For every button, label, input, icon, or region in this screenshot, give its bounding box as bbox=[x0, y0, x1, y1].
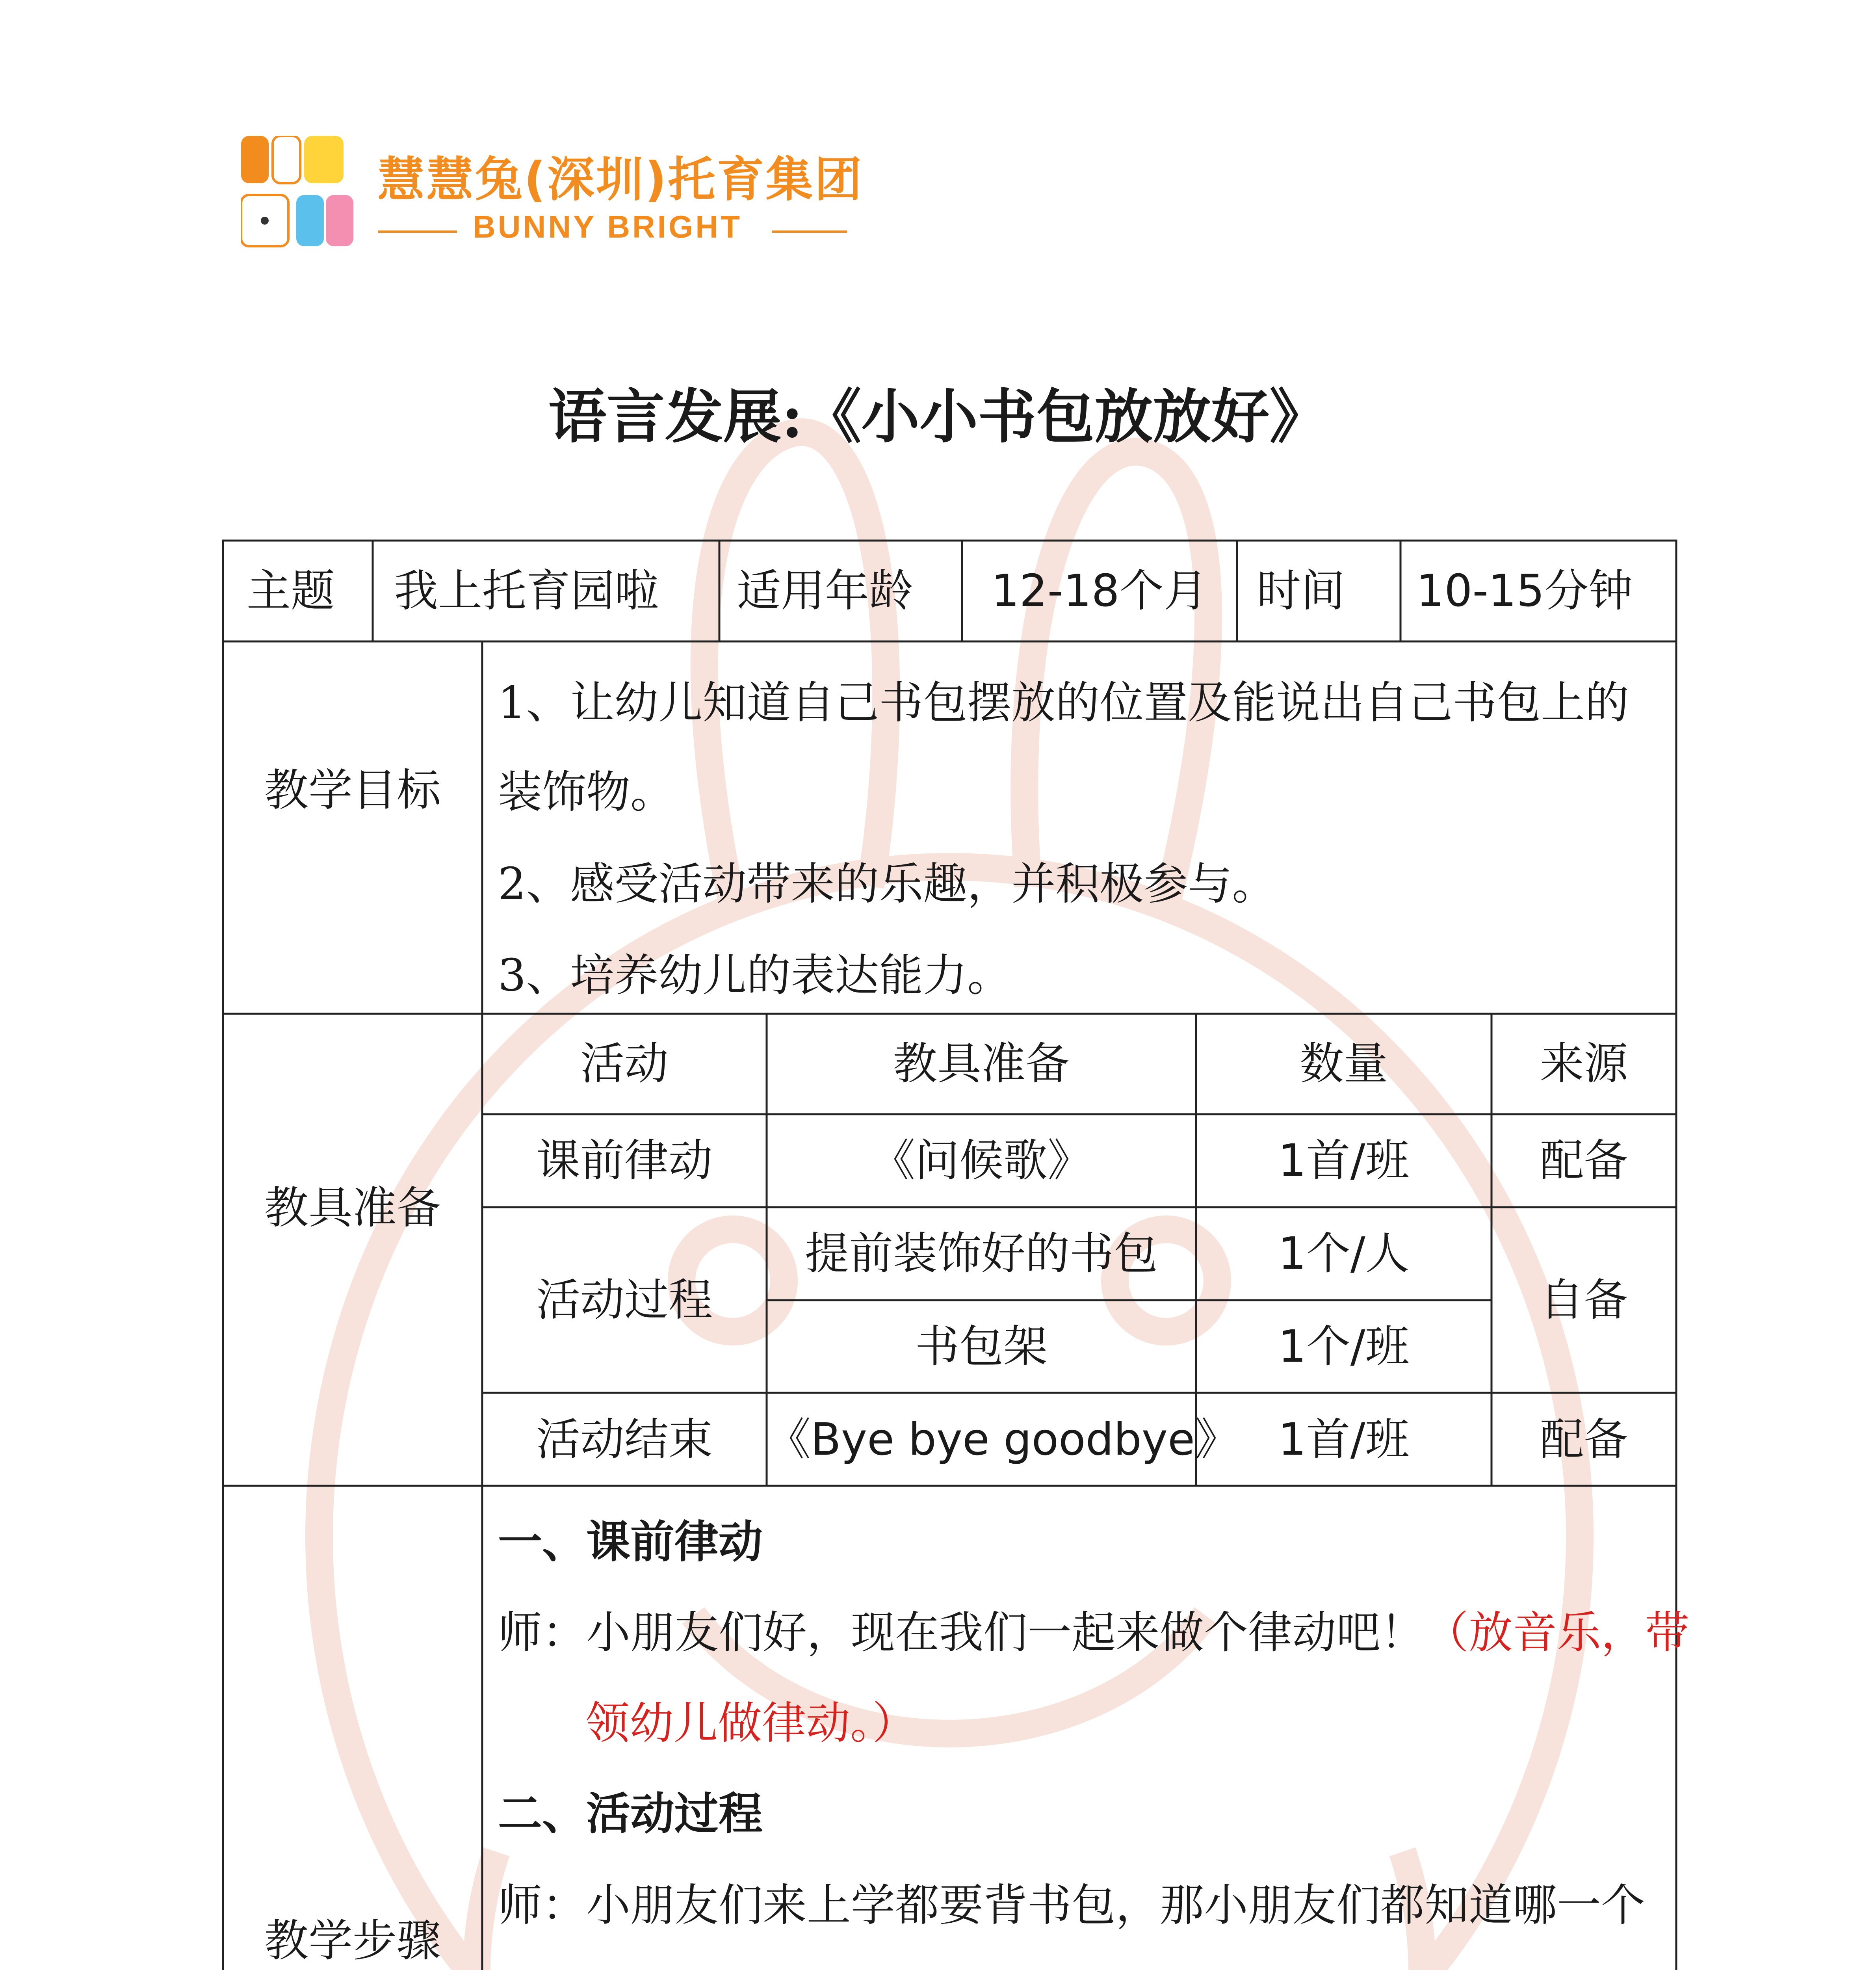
materials-source: 配备 bbox=[1540, 1414, 1628, 1465]
theme-label: 主题 bbox=[247, 565, 335, 617]
section-heading: 一、课前律动 bbox=[498, 1516, 763, 1568]
org-name-cn: 慧慧兔(深圳)托育集团 bbox=[377, 152, 864, 207]
goals-label: 教学目标 bbox=[264, 765, 441, 816]
time-label: 时间 bbox=[1257, 565, 1345, 617]
materials-qty: 1个/班 bbox=[1278, 1321, 1410, 1372]
materials-label: 教具准备 bbox=[264, 1182, 441, 1234]
page-title: 语言发展:《小小书包放放好》 bbox=[548, 382, 1328, 451]
materials-item: 《Bye bye goodbye》 bbox=[767, 1414, 1239, 1465]
materials-activity: 活动结束 bbox=[536, 1414, 713, 1465]
org-name-en: BUNNY BRIGHT bbox=[473, 209, 742, 244]
materials-header-activity: 活动 bbox=[580, 1038, 669, 1089]
goal-line: 1、让幼儿知道自己书包摆放的位置及能说出自己书包上的 bbox=[498, 677, 1629, 729]
time-value: 10-15分钟 bbox=[1416, 565, 1633, 617]
materials-item: 提前装饰好的书包 bbox=[805, 1228, 1158, 1279]
goal-line: 3、培养幼儿的表达能力。 bbox=[498, 950, 1012, 1001]
materials-activity: 活动过程 bbox=[536, 1275, 713, 1326]
age-value: 12-18个月 bbox=[991, 565, 1208, 617]
materials-activity: 课前律动 bbox=[536, 1135, 713, 1186]
step-line: 师：小朋友们来上学都要背书包，那小朋友们都知道哪一个 bbox=[498, 1880, 1645, 1931]
theme-value: 我上托育园啦 bbox=[394, 565, 659, 617]
materials-header-source: 来源 bbox=[1540, 1038, 1628, 1089]
materials-header-qty: 数量 bbox=[1300, 1038, 1388, 1089]
materials-qty: 1首/班 bbox=[1278, 1135, 1410, 1186]
materials-item: 《问候歌》 bbox=[871, 1135, 1092, 1186]
section-heading: 二、活动过程 bbox=[498, 1788, 763, 1840]
materials-header-item: 教具准备 bbox=[893, 1038, 1070, 1089]
step-line: 师：小朋友们好，现在我们一起来做个律动吧！（放音乐，带 bbox=[498, 1607, 1689, 1658]
materials-item: 书包架 bbox=[915, 1321, 1048, 1372]
goal-line: 2、感受活动带来的乐趣，并积极参与。 bbox=[498, 859, 1276, 910]
steps-label: 教学步骤 bbox=[264, 1915, 441, 1966]
materials-qty: 1个/人 bbox=[1278, 1228, 1410, 1279]
step-line: 领幼儿做律动。） bbox=[585, 1698, 916, 1749]
materials-qty: 1首/班 bbox=[1278, 1414, 1410, 1465]
age-label: 适用年龄 bbox=[737, 565, 913, 617]
materials-source: 自备 bbox=[1540, 1275, 1628, 1326]
goal-line: 装饰物。 bbox=[498, 767, 674, 818]
materials-source: 配备 bbox=[1540, 1135, 1628, 1186]
